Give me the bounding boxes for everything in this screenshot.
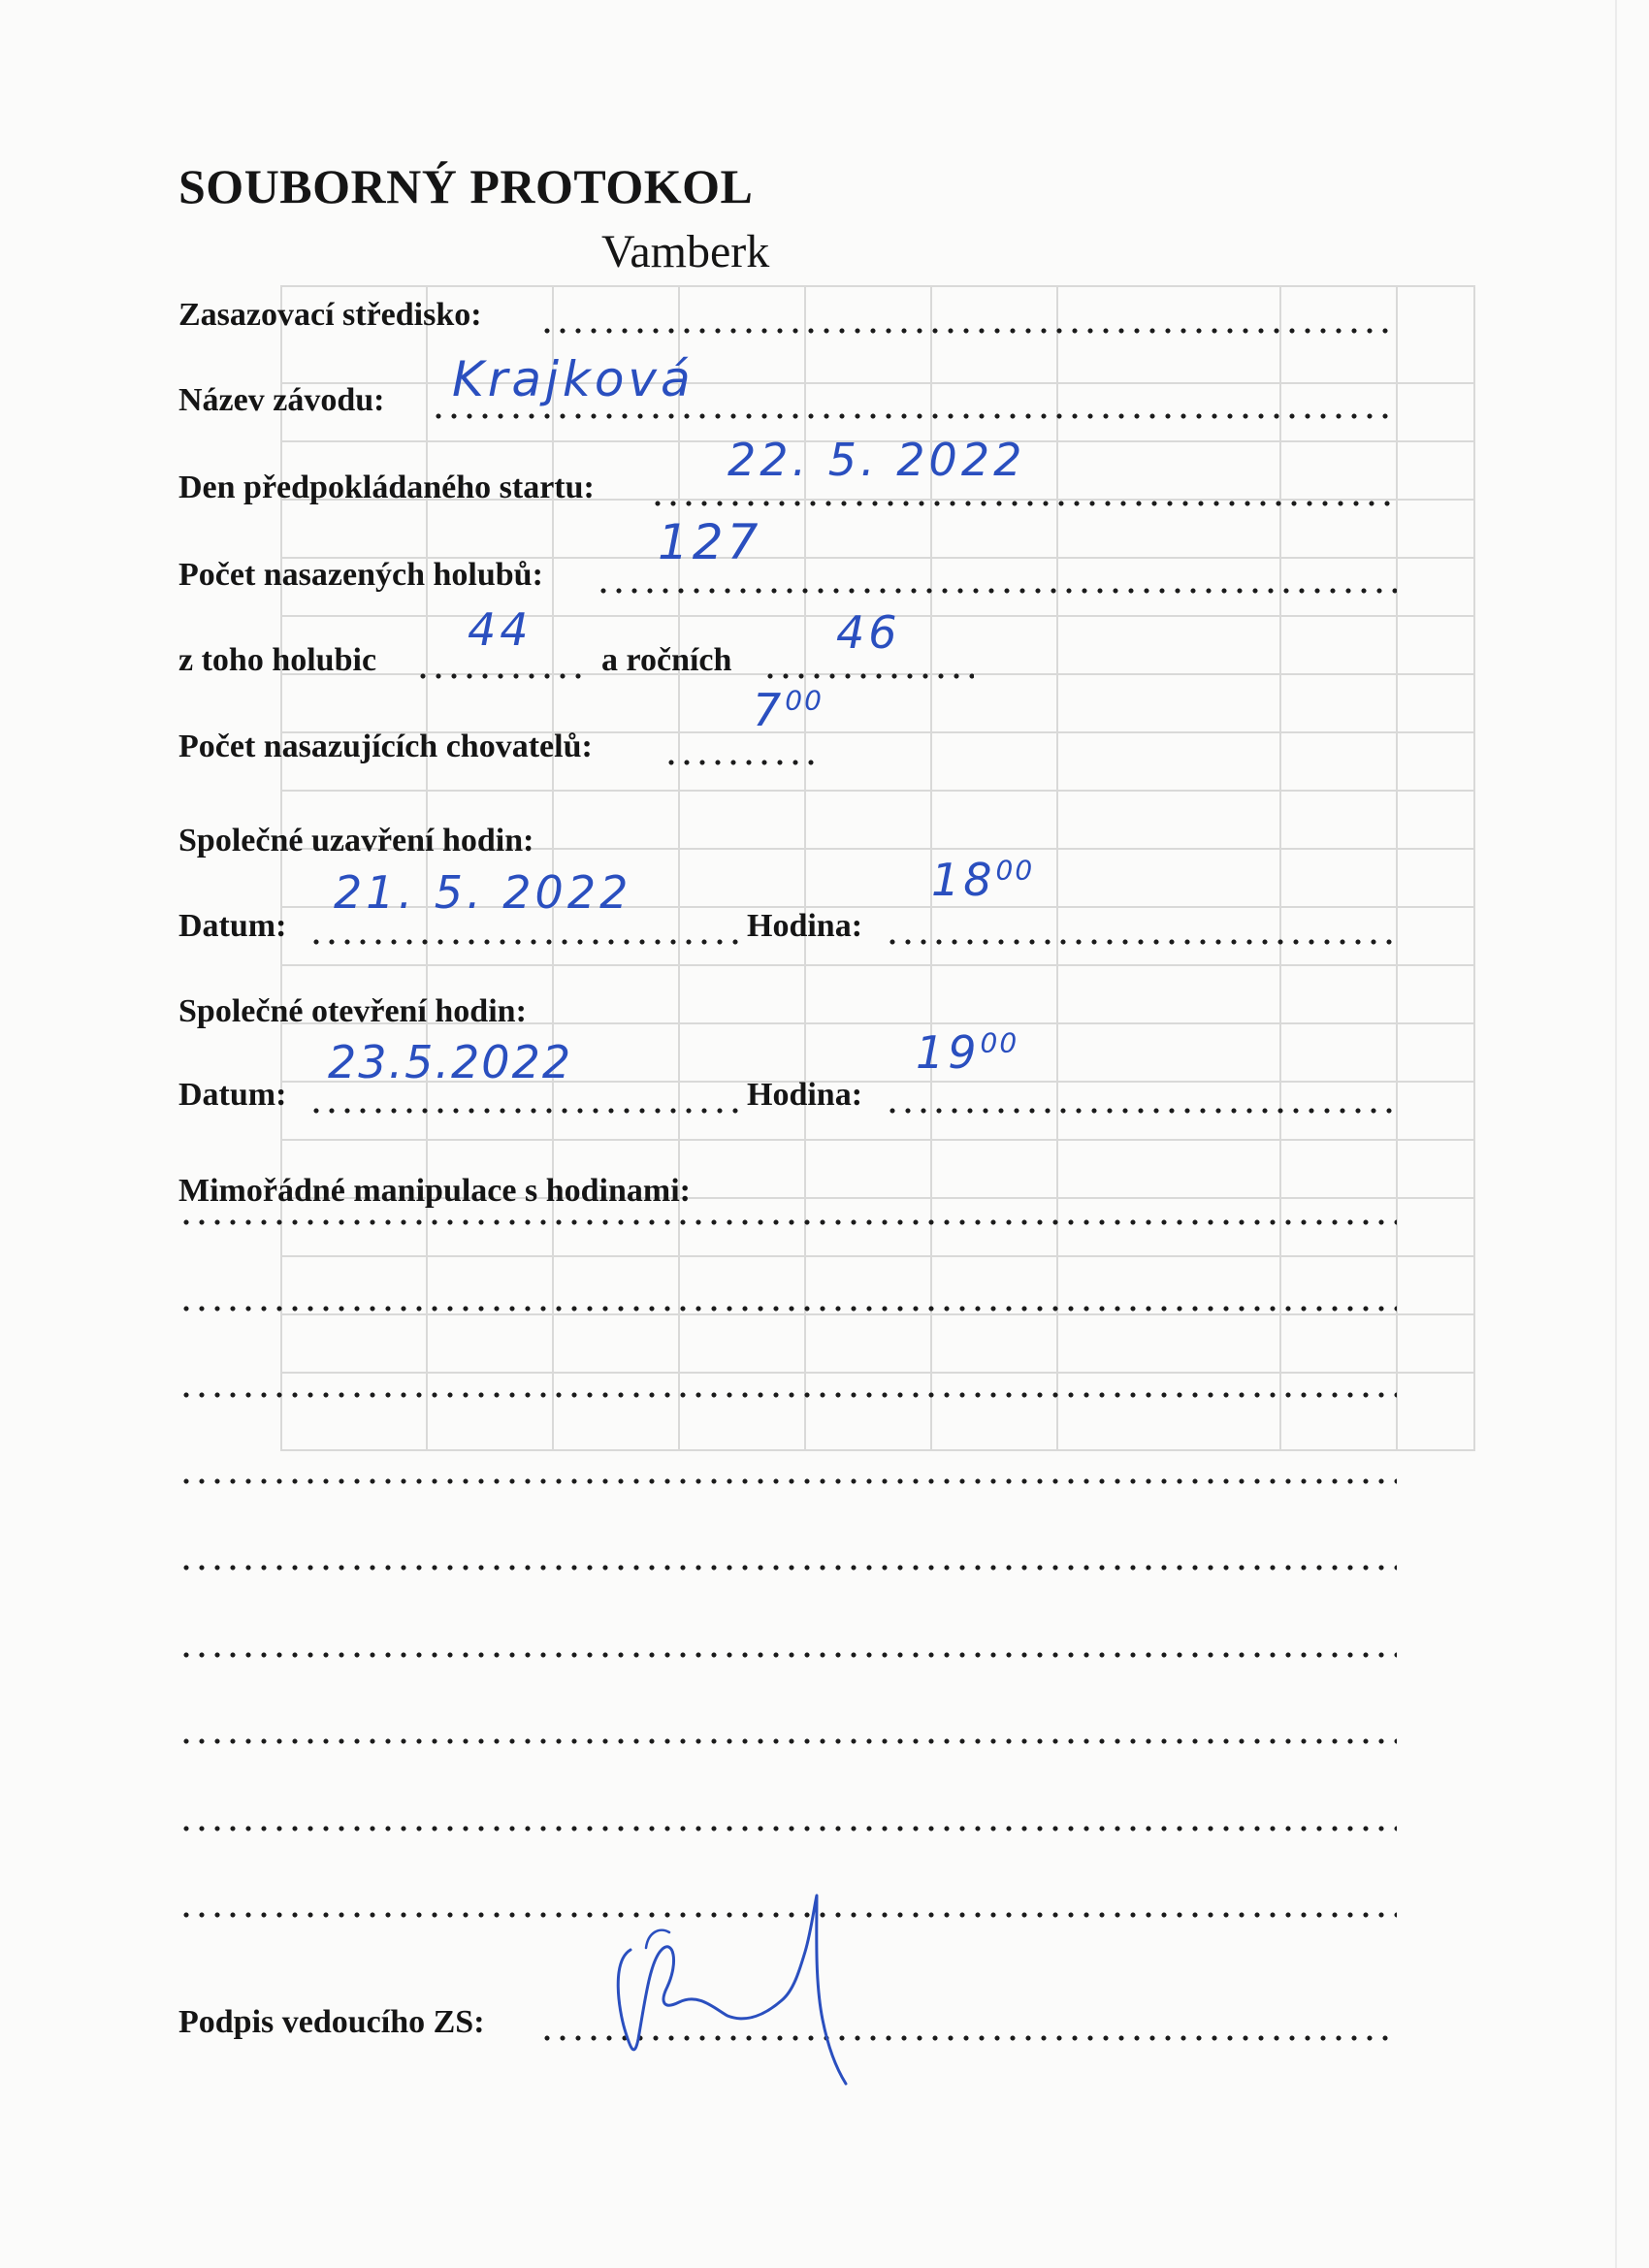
label-den-startu: Den předpokládaného startu: (178, 470, 595, 505)
value-holubice[interactable]: 44 (468, 603, 533, 656)
value-otevreni-hodina-main: 19 (916, 1026, 981, 1079)
value-pocet-chovatelu-main: 7 (753, 684, 786, 736)
manipulace-line[interactable] (178, 1219, 1397, 1225)
label-otevreni-hodina: Hodina: (747, 1077, 863, 1113)
document-title: SOUBORNÝ PROTOKOL (178, 159, 754, 213)
dotted-line (885, 939, 1397, 945)
label-nazev-zavodu: Název závodu: (178, 382, 385, 418)
row-manipulace-heading (178, 1157, 954, 1215)
manipulace-line[interactable] (178, 1738, 1397, 1744)
dotted-line (885, 1108, 1397, 1114)
value-pocet-chovatelu-sup: 00 (785, 684, 824, 717)
value-rocnich[interactable]: 46 (836, 606, 901, 659)
label-rocnich: a ročních (601, 642, 732, 678)
heading-manipulace: Mimořádné manipulace s hodinami: (178, 1173, 691, 1209)
manipulace-line[interactable] (178, 1652, 1397, 1658)
manipulace-line[interactable] (178, 1392, 1397, 1398)
dotted-line (663, 760, 819, 765)
dotted-line (762, 673, 974, 679)
document-subtitle: Vamberk (601, 226, 770, 277)
manipulace-line[interactable] (178, 1306, 1397, 1312)
dotted-line (596, 588, 1397, 594)
value-uzavreni-hodina-sup: 00 (995, 854, 1035, 887)
signature (592, 1894, 902, 2088)
heading-uzavreni: Společné uzavření hodin: (178, 823, 534, 859)
label-podpis: Podpis vedoucího ZS: (178, 2004, 485, 2040)
label-holubice: z toho holubic (178, 642, 377, 678)
label-pocet-chovatelu: Počet nasazujících chovatelů: (178, 729, 593, 764)
value-otevreni-hodina-sup: 00 (980, 1026, 1019, 1059)
value-pocet-holubu[interactable]: 127 (658, 514, 762, 570)
value-nazev-zavodu[interactable]: Krajková (452, 351, 695, 407)
value-uzavreni-hodina[interactable] (931, 854, 1034, 906)
label-uzavreni-hodina: Hodina: (747, 908, 863, 944)
label-pocet-holubu: Počet nasazených holubů: (178, 557, 543, 593)
manipulace-line[interactable] (178, 1565, 1397, 1571)
row-pocet-holubu[interactable] (178, 541, 1401, 599)
value-pocet-chovatelu[interactable] (753, 684, 824, 736)
label-zasazovaci-stredisko: Zasazovací středisko: (178, 297, 482, 333)
dotted-line (308, 939, 739, 945)
heading-otevreni: Společné otevření hodin: (178, 993, 527, 1029)
dotted-line (539, 328, 1397, 334)
row-nazev-zavodu[interactable] (178, 367, 1401, 425)
row-pocet-chovatelu[interactable] (178, 713, 838, 771)
dotted-line (431, 413, 1397, 419)
row-uzavreni-heading (178, 807, 954, 865)
dotted-line (650, 501, 1397, 506)
row-zasazovaci-stredisko (178, 281, 1401, 340)
value-otevreni-datum[interactable]: 23.5.2022 (328, 1036, 573, 1088)
value-den-startu[interactable]: 22. 5. 2022 (728, 434, 1026, 486)
value-otevreni-hodina[interactable] (916, 1026, 1018, 1079)
manipulace-line[interactable] (178, 1478, 1397, 1484)
dotted-line (308, 1108, 739, 1114)
row-otevreni-heading (178, 978, 954, 1036)
label-uzavreni-datum: Datum: (178, 908, 287, 944)
label-otevreni-datum: Datum: (178, 1077, 287, 1113)
value-uzavreni-datum[interactable]: 21. 5. 2022 (334, 866, 632, 919)
value-uzavreni-hodina-main: 18 (931, 854, 996, 906)
dotted-line (415, 673, 582, 679)
manipulace-line[interactable] (178, 1826, 1397, 1831)
scan-edge (1615, 0, 1617, 2268)
